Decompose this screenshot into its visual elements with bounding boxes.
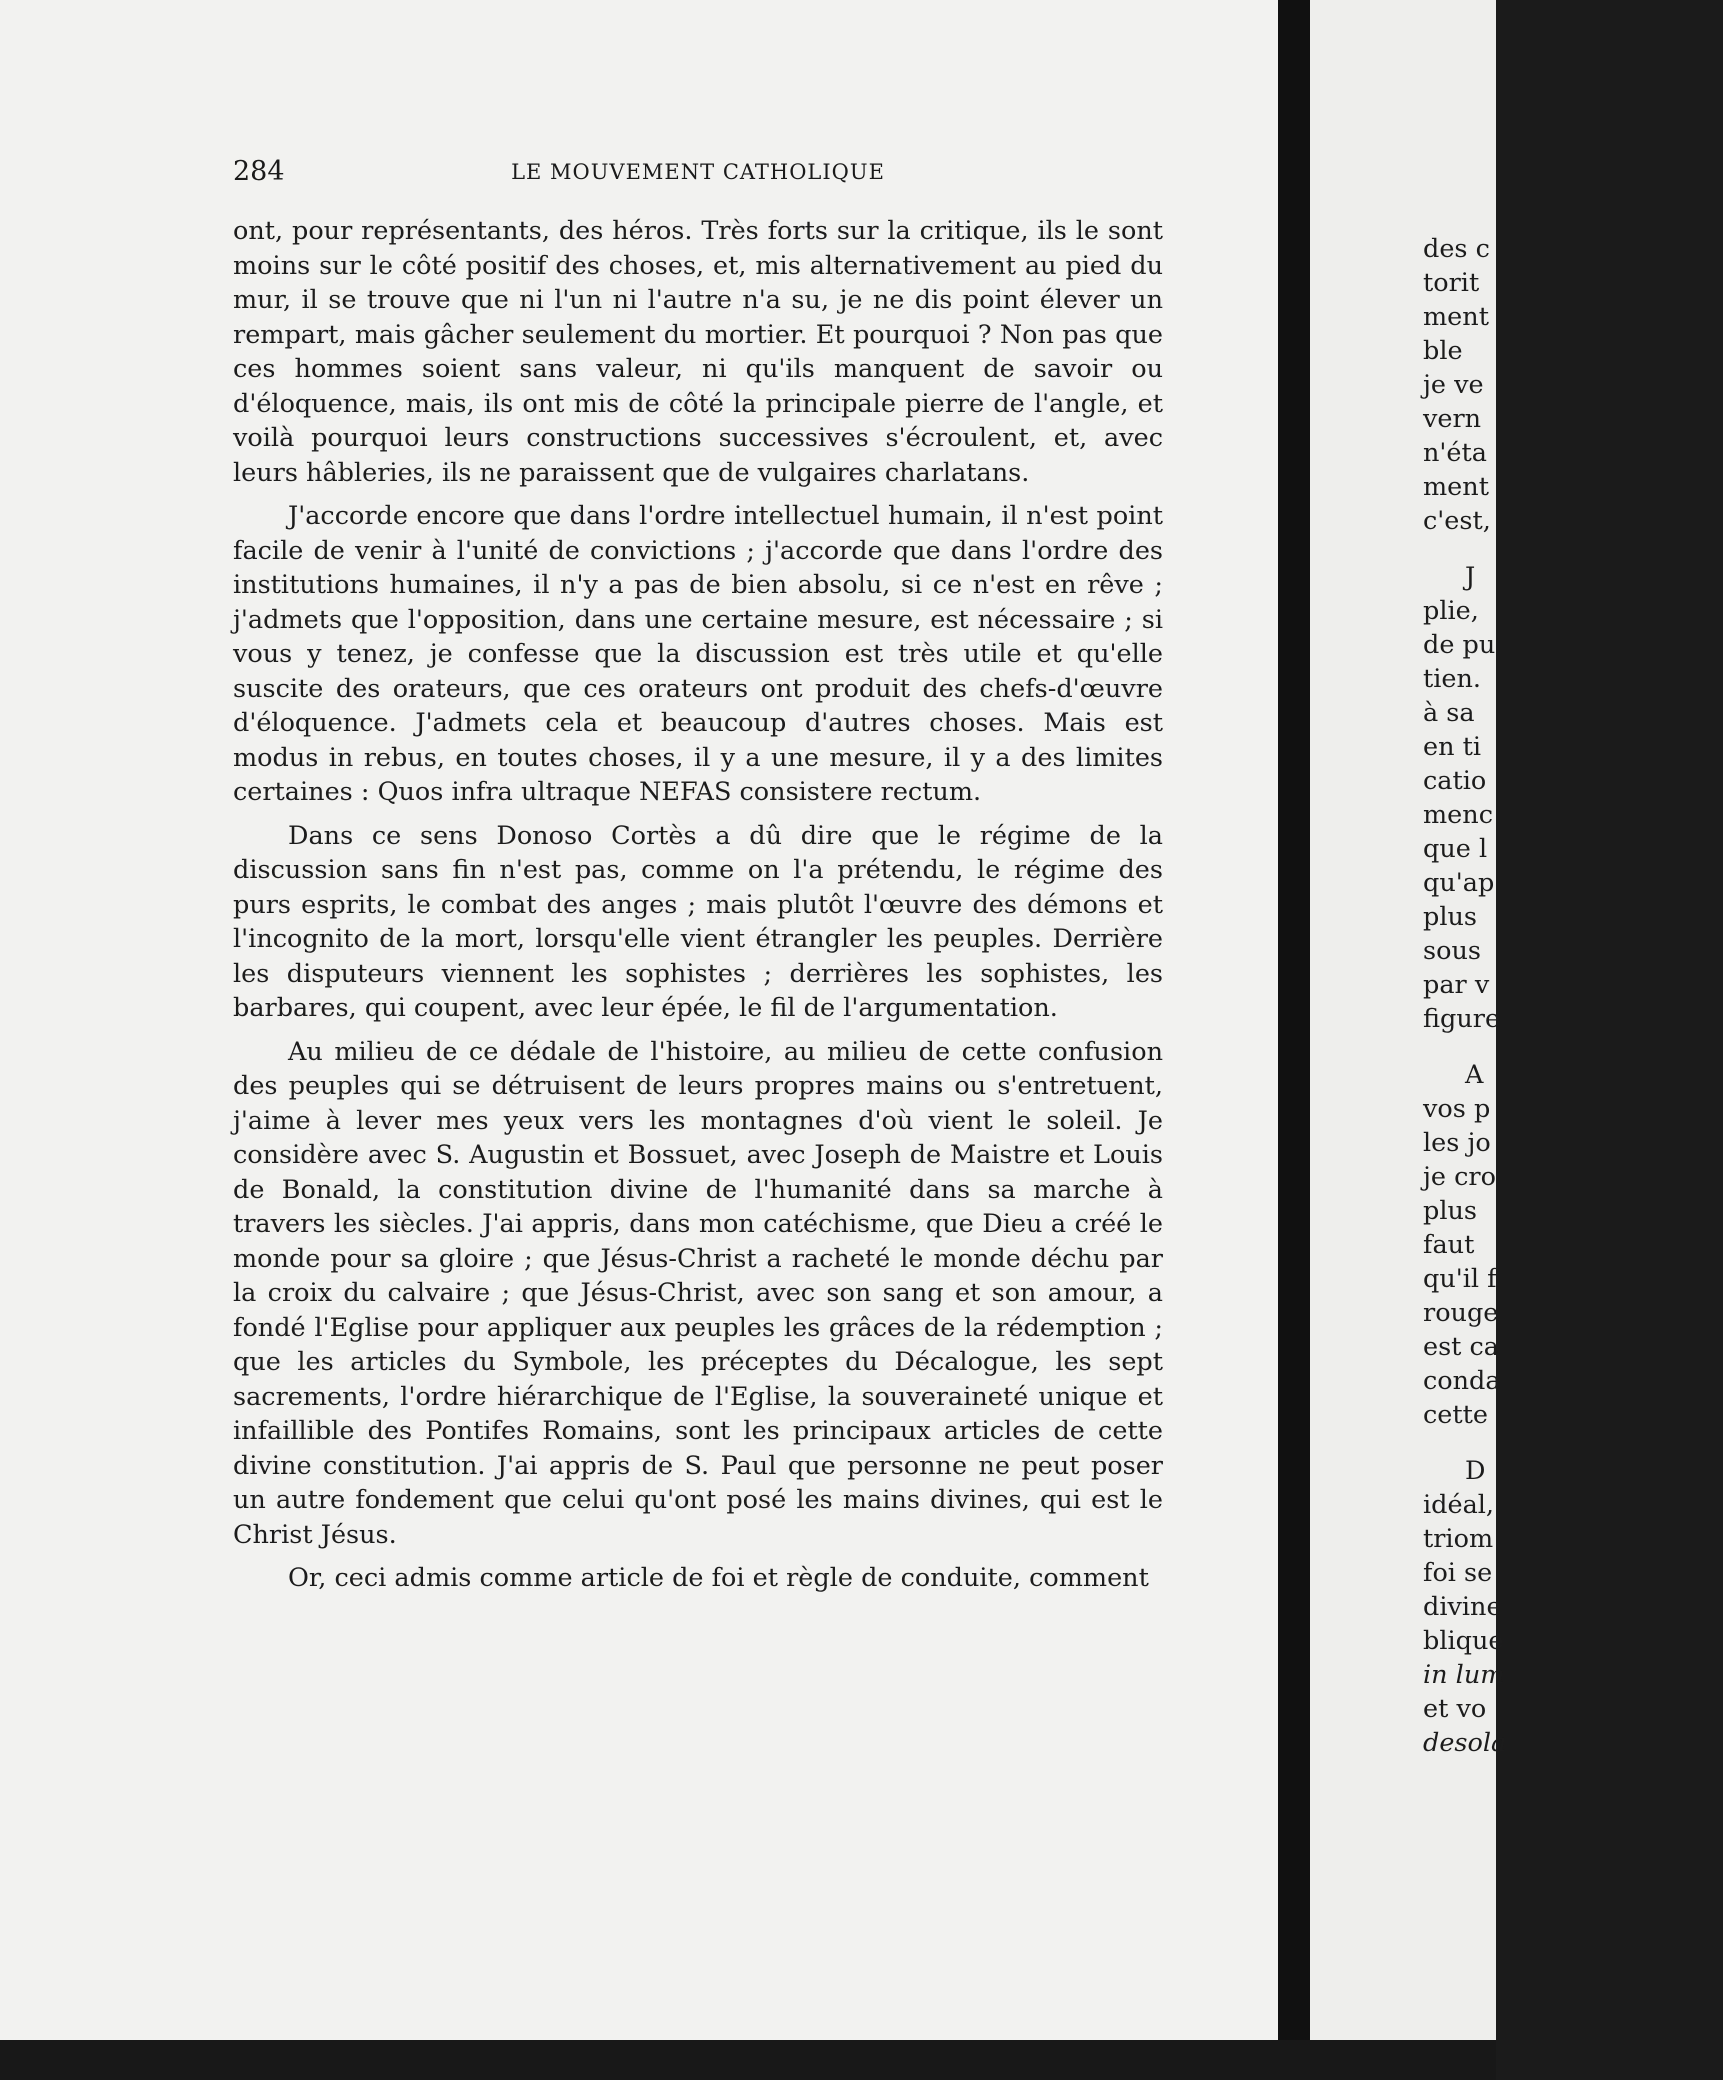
right-page-line: c'est, [1423, 506, 1491, 536]
right-page-line: conda [1423, 1366, 1501, 1396]
right-page-line: ment [1423, 472, 1489, 502]
right-page-line: de pu [1423, 630, 1496, 660]
right-page-line: in lum [1423, 1660, 1505, 1690]
body-text [233, 214, 1163, 1596]
paragraph: J'accorde encore que dans l'ordre intellectuel humain, il n'est point facile de venir à l'unité de convictions ; j'accorde que dans l'ordre des institutions humaines, il n'y a pas de bien absolu, si ce n'est en rêve ; j'admets que l'opposition, dans une certaine mesure, est nécessaire ; si vous y tenez, je confesse que la discussion est très utile et qu'elle suscite des orateurs, que ces orateurs ont produit des chefs-d'œuvre d'éloquence. J'admets cela et beaucoup d'autres choses. Mais est modus in rebus, en toutes choses, il y a une mesure, il y a des limites certaines : Quos infra ultraque NEFAS consistere rectum. [233, 501, 1163, 807]
page-header [233, 156, 1163, 192]
right-page-line: tien. [1423, 664, 1482, 694]
right-page-line: qu'ap [1423, 868, 1495, 898]
page-number: 284 [233, 156, 285, 187]
right-page [1310, 0, 1507, 2040]
right-page-line: ment [1423, 302, 1489, 332]
book-gutter [1278, 0, 1310, 2040]
scan-bottom-edge [0, 2040, 1496, 2080]
right-page-line: ble [1423, 336, 1463, 366]
right-page-line: je ve [1423, 370, 1484, 400]
right-page-line: vern [1423, 404, 1482, 434]
paragraph: Au milieu de ce dédale de l'histoire, au milieu de cette confusion des peuples qui se détruisent de leurs propres mains ou s'entretuent, j'aime à lever mes yeux vers les montagnes d'où vient le soleil. Je considère avec S. Augustin et Bossuet, avec Joseph de Maistre et Louis de Bonald, la constitution divine de l'humanité dans sa marche à travers les siècles. J'ai appris, dans mon catéchisme, que Dieu a créé le monde pour sa gloire ; que Jésus-Christ a racheté le monde déchu par la croix du calvaire ; que Jésus-Christ, avec son sang et son amour, a fondé l'Eglise pour appliquer aux peuples les grâces de la rédemption ; que les articles du Symbole, les préceptes du Décalogue, les sept sacrements, l'ordre hiérarchique de l'Eglise, la souveraineté unique et infaillible des Pontifes Romains, sont les principaux articles de cette divine constitution. J'ai appris de S. Paul que personne ne peut poser un autre fondement que celui qu'ont posé les mains divines, qui est le Christ Jésus. [233, 1036, 1163, 1550]
right-page-line: à sa [1423, 698, 1475, 728]
right-page-line: rouge [1423, 1298, 1499, 1328]
right-page-line: divine [1423, 1592, 1502, 1622]
right-page-line: catio [1423, 766, 1487, 796]
right-page-line: vos p [1423, 1094, 1491, 1124]
right-page-line: plus [1423, 902, 1477, 932]
paragraph: Dans ce sens Donoso Cortès a dû dire que le régime de la discussion sans fin n'est pas, comme on l'a prétendu, le régime des purs esprits, le combat des anges ; mais plutôt l'œuvre des démons et l'incognito de la mort, lorsqu'elle vient étrangler les peuples. Derrière les disputeurs viennent les sophistes ; derrières les sophistes, les barbares, qui coupent, avec leur épée, le fil de l'argumentation. [233, 820, 1163, 1023]
right-page-line: A [1465, 1060, 1484, 1090]
paragraph: ont, pour représentants, des héros. Très forts sur la critique, ils le sont moins sur le côté positif des choses, et, mis alternativement au pied du mur, il se trouve que ni l'un ni l'autre n'a su, je ne dis point élever un rempart, mais gâcher seulement du mortier. Et pourquoi ? Non pas que ces hommes soient sans valeur, ni qu'ils manquent de savoir ou d'éloquence, mais, ils ont mis de côté la principale pierre de l'angle, et voilà pourquoi leurs constructions successives s'écroulent, et, avec leurs hâbleries, ils ne paraissent que de vulgaires charlatans. [233, 216, 1163, 488]
right-page-line: est ca [1423, 1332, 1500, 1362]
right-page-line: D [1465, 1456, 1486, 1486]
right-page-line: que l [1423, 834, 1488, 864]
right-page-line: blique [1423, 1626, 1504, 1656]
right-page-line: sous [1423, 936, 1481, 966]
right-page-line: foi se [1423, 1558, 1493, 1588]
right-page-line: plus [1423, 1196, 1477, 1226]
running-title: LE MOUVEMENT CATHOLIQUE [511, 160, 885, 184]
right-page-line: desola [1423, 1728, 1507, 1758]
right-page-line: par v [1423, 970, 1490, 1000]
paragraph: Or, ceci admis comme article de foi et règle de conduite, comment [288, 1563, 1149, 1593]
right-page-line: J [1465, 562, 1476, 592]
right-page-line: je cro [1423, 1162, 1496, 1192]
right-page-line: plie, [1423, 596, 1479, 626]
right-page-line: faut [1423, 1230, 1475, 1260]
right-page-line: n'éta [1423, 438, 1487, 468]
right-page-line: des c [1423, 234, 1490, 264]
right-page-line: triom [1423, 1524, 1494, 1554]
right-page-line: menc [1423, 800, 1493, 830]
right-page-line: les jo [1423, 1128, 1491, 1158]
right-page-line: torit [1423, 268, 1480, 298]
right-page-line: cette [1423, 1400, 1488, 1430]
right-page-line: et vo [1423, 1694, 1487, 1724]
right-page-line: qu'il f [1423, 1264, 1497, 1294]
right-page-line: figure [1423, 1004, 1501, 1034]
right-page-line: en ti [1423, 732, 1482, 762]
right-page-line: idéal, [1423, 1490, 1495, 1520]
